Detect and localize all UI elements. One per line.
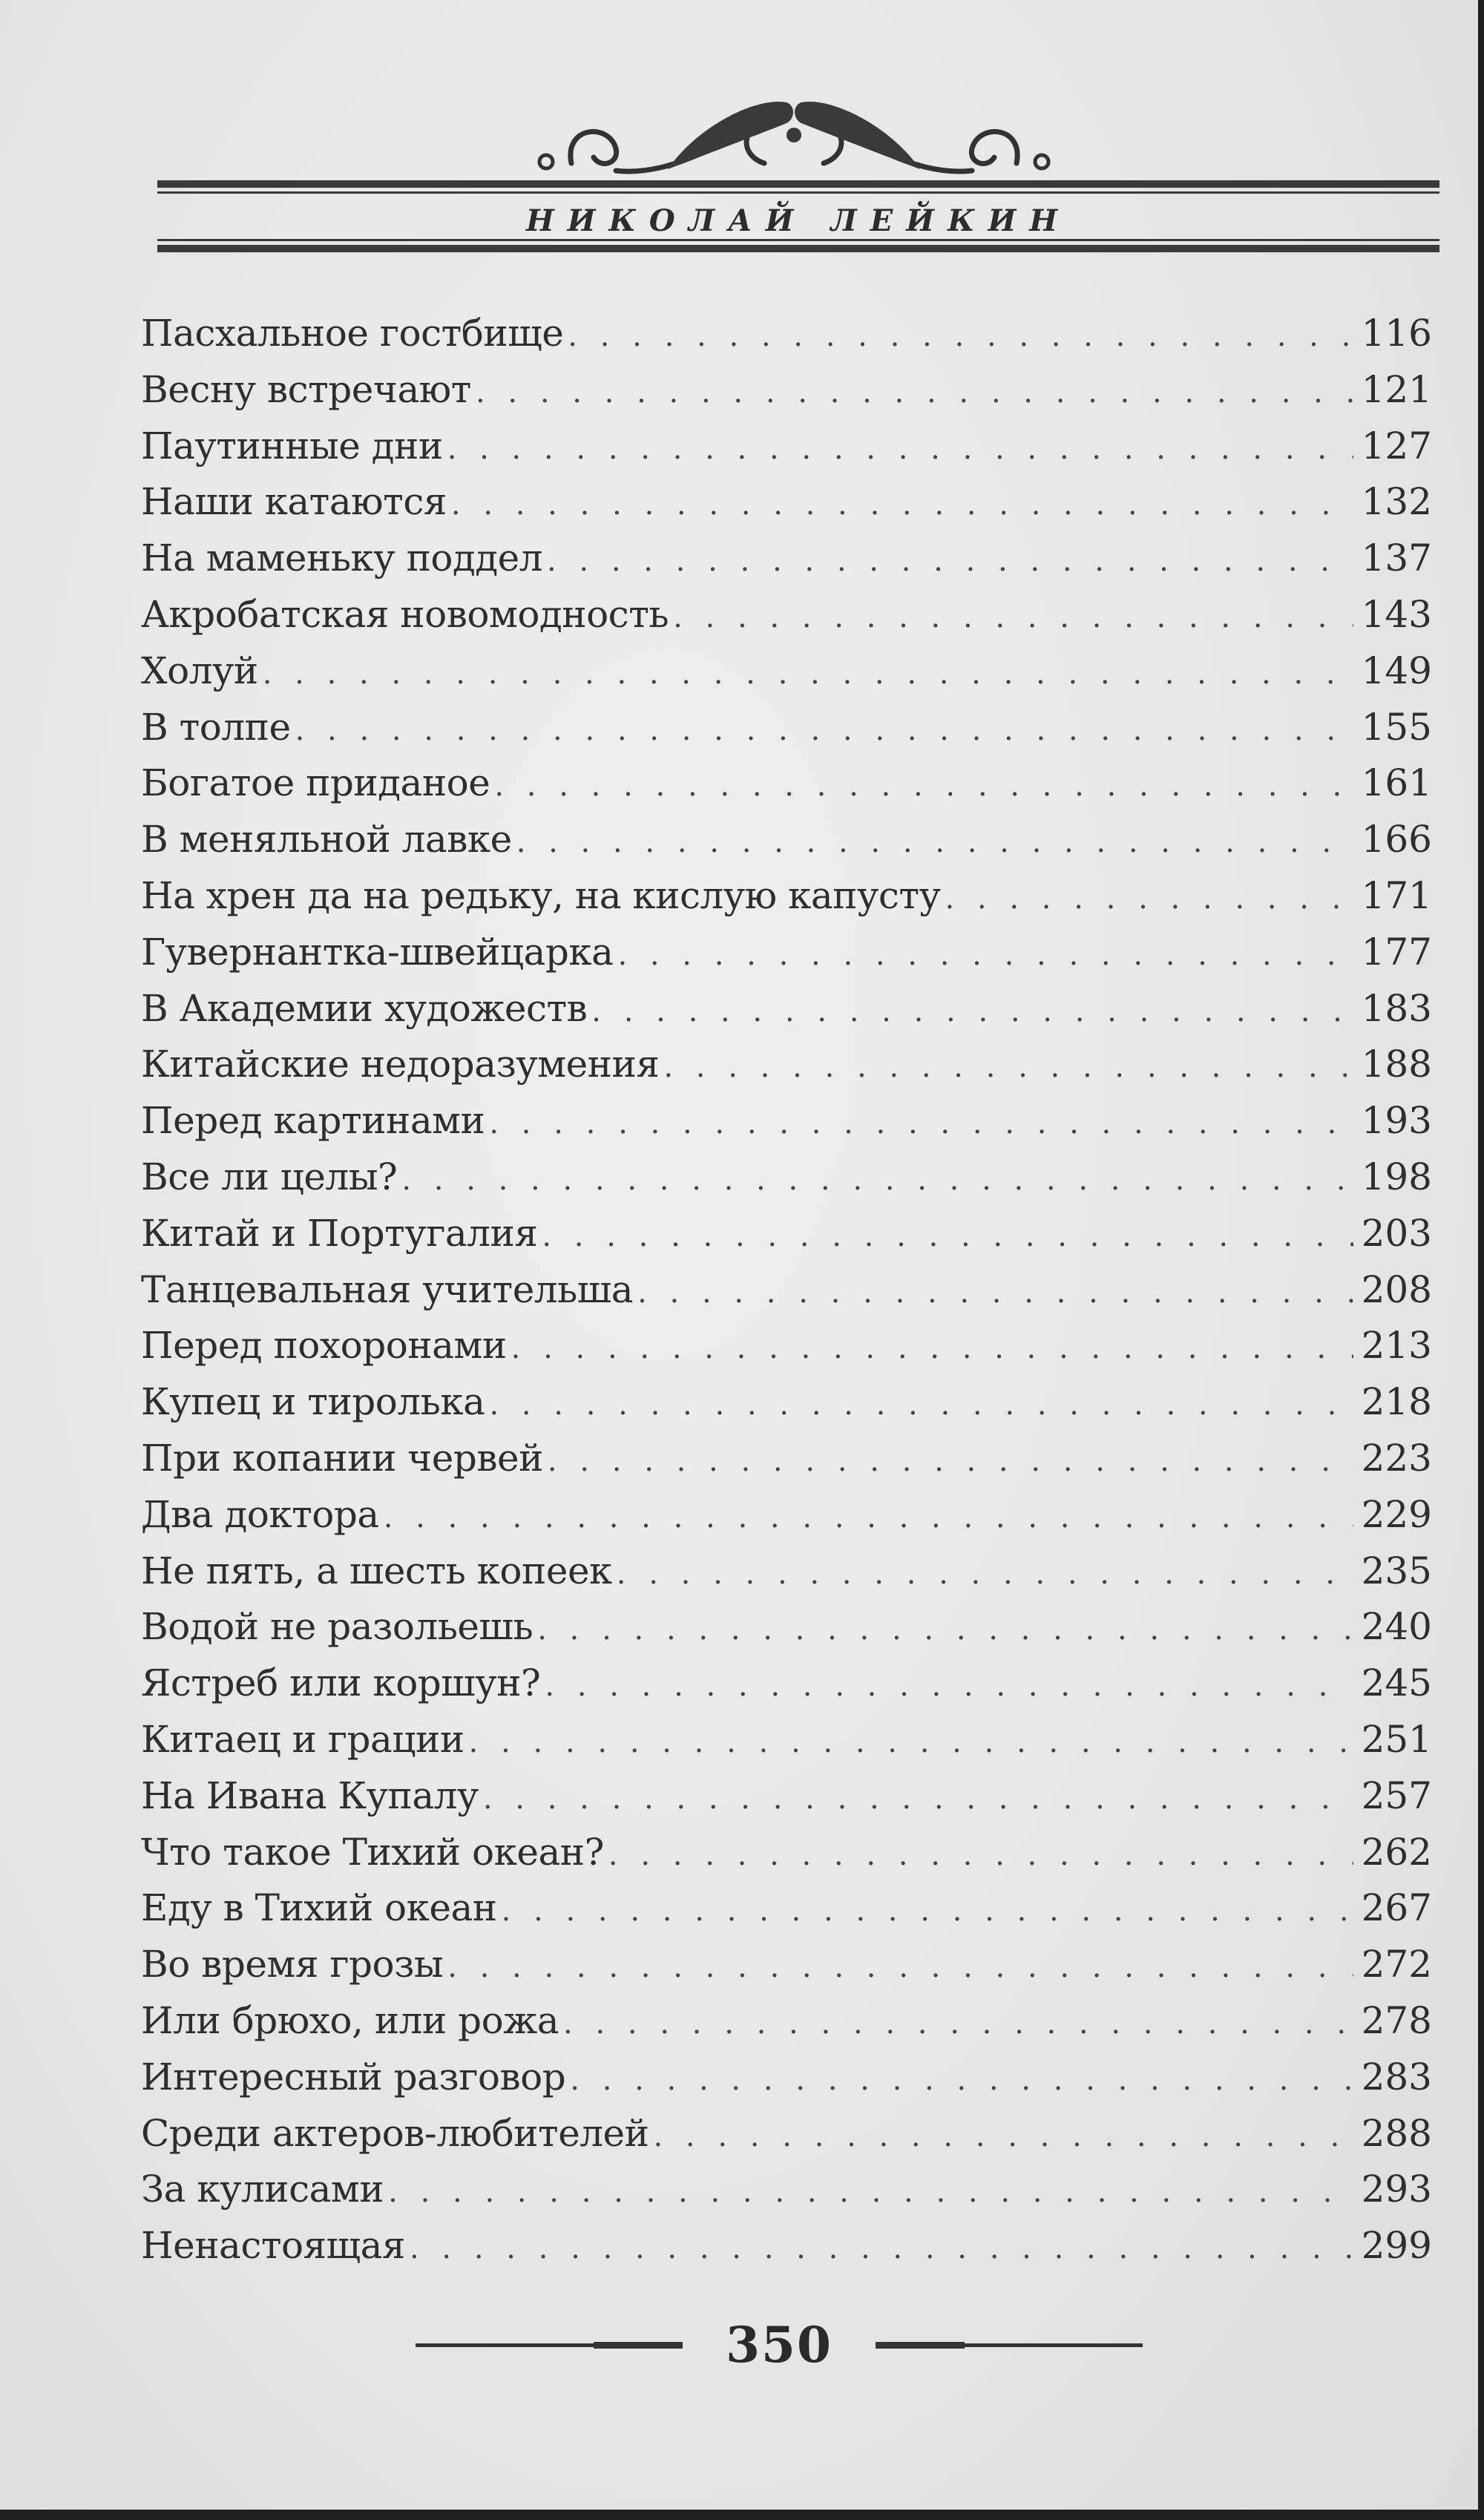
toc-entry-page-number: 155 [1361,705,1432,749]
toc-dot-leader [483,1771,1353,1828]
toc-entry-title: Холуй [141,649,258,692]
toc-entry [141,1880,1432,1937]
toc-entry-title: В меняльной лавке [141,818,512,862]
toc-entry-title: В толпе [141,705,291,749]
toc-entry [141,1993,1432,2050]
toc-entry [141,925,1432,981]
toc-entry-title: На маменьку поддел [141,537,542,580]
toc-dot-leader [563,1996,1353,2053]
toc-entry-page-number: 251 [1361,1717,1432,1761]
toc-entry [141,1262,1432,1319]
toc-dot-leader [570,2053,1353,2109]
toc-dot-leader [469,1715,1353,1771]
toc-entry [141,643,1432,700]
toc-entry [141,1093,1432,1149]
toc-entry-page-number: 203 [1361,1211,1432,1255]
toc-entry-title: Водой не разольешь [141,1605,533,1649]
toc-entry-page-number: 137 [1361,537,1432,580]
toc-dot-leader [516,815,1353,871]
toc-dot-leader [401,1152,1353,1209]
toc-entry-title: Интересный разговор [141,2055,566,2099]
toc-entry-title: Китайские недоразумения [141,1043,660,1086]
toc-entry-page-number: 116 [1361,312,1432,355]
toc-dot-leader [637,1265,1353,1322]
toc-dot-leader [502,1883,1353,1940]
toc-dot-leader [388,2165,1353,2221]
toc-entry-title: Гувернантка-швейцарка [141,930,614,974]
toc-entry-page-number: 272 [1361,1943,1432,1986]
header-rule-bottom [157,245,1439,252]
toc-entry-page-number: 267 [1361,1886,1432,1930]
toc-entry [141,1206,1432,1262]
footer-rule-right [876,2343,1143,2347]
toc-entry [141,2218,1432,2274]
toc-entry-title: Китай и Португалия [141,1211,538,1255]
toc-entry-title: На хрен да на редьку, на кислую капусту [141,873,941,917]
header-rule-top [157,180,1439,188]
toc-dot-leader [663,1040,1353,1096]
toc-dot-leader [608,1828,1353,1884]
toc-entry [141,755,1432,812]
toc-entry [141,1374,1432,1431]
toc-entry-page-number: 149 [1361,649,1432,692]
footer-rule-left [416,2343,683,2347]
toc-entry [141,587,1432,643]
toc-entry-page-number: 223 [1361,1436,1432,1480]
toc-dot-leader [295,703,1353,759]
toc-entry-title: Китаец и грации [141,1717,464,1761]
toc-entry [141,1149,1432,1206]
toc-entry-title: Что такое Тихий океан? [141,1830,604,1874]
running-head-author: НИКОЛАЙ ЛЕЙКИН [525,203,1071,238]
toc-entry [141,474,1432,531]
toc-dot-leader [447,421,1353,478]
toc-entry [141,419,1432,475]
toc-dot-leader [542,1209,1353,1265]
toc-dot-leader [447,1940,1353,1996]
toc-entry-title: Перед картинами [141,1099,485,1143]
toc-dot-leader [494,758,1353,815]
toc-entry-page-number: 183 [1361,986,1432,1030]
header-rule-bottom-thin [157,239,1439,241]
toc-entry-title: Или брюхо, или рожа [141,1998,559,2042]
toc-dot-leader [410,2221,1353,2277]
toc-dot-leader [653,2109,1353,2165]
toc-dot-leader [568,309,1353,365]
toc-entry-page-number: 278 [1361,1998,1432,2042]
toc-entry-title: Не пять, а шесть копеек [141,1549,612,1592]
toc-entry [141,2106,1432,2162]
toc-entry [141,1937,1432,1993]
toc-dot-leader [537,1602,1353,1658]
toc-entry-page-number: 283 [1361,2055,1432,2099]
toc-entry [141,1037,1432,1093]
toc-entry-page-number: 161 [1361,761,1432,805]
toc-entry-title: На Ивана Купалу [141,1773,479,1817]
toc-entry-title: Перед похоронами [141,1324,507,1368]
toc-entry-title: В Академии художеств [141,986,588,1030]
header-ornament-icon [519,82,1068,193]
toc-entry [141,700,1432,756]
toc-entry [141,2050,1432,2106]
toc-dot-leader [545,1658,1353,1715]
toc-entry-title: Во время грозы [141,1943,444,1986]
toc-dot-leader [476,365,1353,421]
toc-entry-page-number: 171 [1361,873,1432,917]
toc-dot-leader [673,590,1353,646]
toc-entry [141,1487,1432,1543]
toc-entry-title: Акробатская новомодность [141,592,669,636]
toc-entry-title: Все ли целы? [141,1155,398,1198]
toc-entry-title: Паутинные дни [141,424,443,467]
toc-dot-leader [384,1490,1353,1546]
table-of-contents [141,306,1432,2274]
toc-entry [141,531,1432,587]
toc-entry [141,1543,1432,1600]
toc-dot-leader [945,871,1354,928]
toc-entry-page-number: 262 [1361,1830,1432,1874]
toc-entry-title: Купец и тиролька [141,1380,485,1424]
toc-entry-page-number: 257 [1361,1773,1432,1817]
toc-entry [141,1599,1432,1656]
toc-entry [141,1318,1432,1374]
toc-entry-page-number: 143 [1361,592,1432,636]
toc-entry-page-number: 229 [1361,1492,1432,1536]
toc-entry-title: Весну встречают [141,367,471,411]
toc-entry-title: Среди актеров-любителей [141,2111,649,2155]
toc-entry-page-number: 208 [1361,1267,1432,1311]
toc-entry-page-number: 240 [1361,1605,1432,1649]
toc-entry-title: Танцевальная учительша [141,1267,634,1311]
toc-entry-page-number: 299 [1361,2224,1432,2268]
scan-edge-bottom [0,2510,1484,2520]
toc-dot-leader [511,1321,1353,1377]
toc-entry-page-number: 293 [1361,2168,1432,2211]
toc-entry [141,1768,1432,1825]
toc-dot-leader [548,1434,1353,1490]
toc-entry-page-number: 193 [1361,1099,1432,1143]
toc-entry-page-number: 198 [1361,1155,1432,1198]
toc-entry-title: Наши катаются [141,480,447,524]
toc-entry-page-number: 245 [1361,1661,1432,1705]
header-rule-top-thin [157,191,1439,194]
scan-edge-right [1478,0,1484,2520]
toc-entry-page-number: 166 [1361,818,1432,862]
toc-entry-title: Богатое приданое [141,761,490,805]
toc-entry-page-number: 177 [1361,930,1432,974]
toc-entry [141,2162,1432,2218]
toc-entry [141,1656,1432,1712]
page-number: 350 [726,2316,833,2374]
toc-entry-title: При копании червей [141,1436,543,1480]
toc-entry [141,1825,1432,1881]
toc-entry [141,1712,1432,1768]
toc-dot-leader [617,928,1353,984]
toc-entry-page-number: 288 [1361,2111,1432,2155]
toc-dot-leader [547,534,1353,590]
toc-dot-leader [489,1096,1353,1152]
toc-entry-title: Ненастоящая [141,2224,405,2268]
toc-entry [141,306,1432,362]
toc-entry [141,1431,1432,1487]
toc-entry [141,868,1432,925]
toc-entry-title: За кулисами [141,2168,384,2211]
toc-entry-title: Два доктора [141,1492,379,1536]
toc-entry-page-number: 121 [1361,367,1432,411]
toc-dot-leader [451,477,1353,534]
toc-entry [141,812,1432,868]
toc-entry-page-number: 218 [1361,1380,1432,1424]
toc-entry-page-number: 127 [1361,424,1432,467]
toc-dot-leader [617,1546,1353,1603]
toc-dot-leader [489,1377,1353,1434]
toc-dot-leader [591,984,1353,1040]
toc-entry-page-number: 188 [1361,1043,1432,1086]
toc-entry [141,981,1432,1037]
toc-entry-page-number: 132 [1361,480,1432,524]
toc-dot-leader [263,646,1353,703]
toc-entry-title: Пасхальное гостбище [141,312,564,355]
toc-entry-title: Ястреб или коршун? [141,1661,541,1705]
toc-entry-page-number: 213 [1361,1324,1432,1368]
toc-entry-title: Еду в Тихий океан [141,1886,497,1930]
toc-entry-page-number: 235 [1361,1549,1432,1592]
page-footer [416,2316,1143,2374]
toc-entry [141,362,1432,419]
